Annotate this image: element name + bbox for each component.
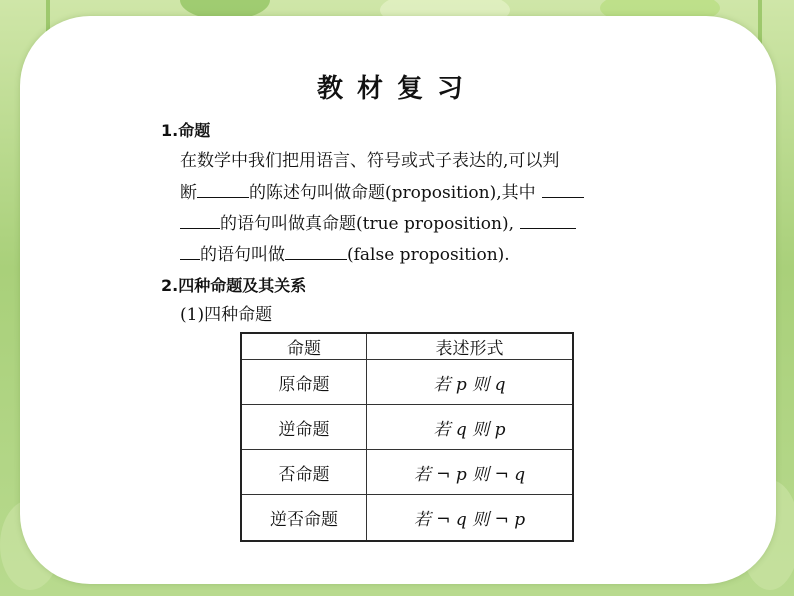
table-row: [241, 405, 573, 450]
fill-blank: [180, 243, 200, 260]
line3-text-b: 的语句叫做真命题(true proposition),: [220, 214, 515, 234]
table-cell-proposition: 逆命题: [241, 405, 367, 450]
section1-line4: [180, 243, 510, 266]
fill-blank: [197, 181, 249, 198]
line2-text-b: 的陈述句叫做命题(proposition),其中: [249, 183, 536, 203]
table-cell-proposition: 原命题: [241, 360, 367, 405]
page-title: 教材复习: [316, 74, 477, 104]
table-cell-form: 若 ¬ p 则 ¬ q: [367, 450, 574, 495]
fill-blank: [542, 181, 584, 198]
section2-heading: 2.四种命题及其关系: [161, 276, 307, 295]
line4-text-c: (false proposition).: [347, 245, 510, 265]
table-row: [241, 450, 573, 495]
fill-blank: [180, 212, 220, 229]
line4-text-b: 的语句叫做: [200, 245, 285, 265]
section1-line3: [180, 212, 576, 235]
four-propositions-table: [240, 332, 574, 542]
table-cell-form: 若 p 则 q: [367, 360, 574, 405]
section1-heading: 1.命题: [161, 121, 211, 140]
table-cell-proposition: 否命题: [241, 450, 367, 495]
fill-blank: [520, 212, 576, 229]
table-header-cell: 表述形式: [367, 333, 574, 360]
section1-line1: 在数学中我们把用语言、符号或式子表达的,可以判: [180, 151, 560, 171]
fill-blank: [285, 243, 347, 260]
section1-line2: [180, 181, 584, 204]
table-header-cell: 命题: [241, 333, 367, 360]
line2-text-a: 断: [180, 183, 197, 203]
section2-subheading: (1)四种命题: [180, 305, 273, 325]
table-cell-form: 若 q 则 p: [367, 405, 574, 450]
table-row: [241, 495, 573, 541]
table-cell-proposition: 逆否命题: [241, 495, 367, 541]
table-cell-form: 若 ¬ q 则 ¬ p: [367, 495, 574, 541]
table-row: [241, 360, 573, 405]
table-header-row: [241, 333, 573, 360]
